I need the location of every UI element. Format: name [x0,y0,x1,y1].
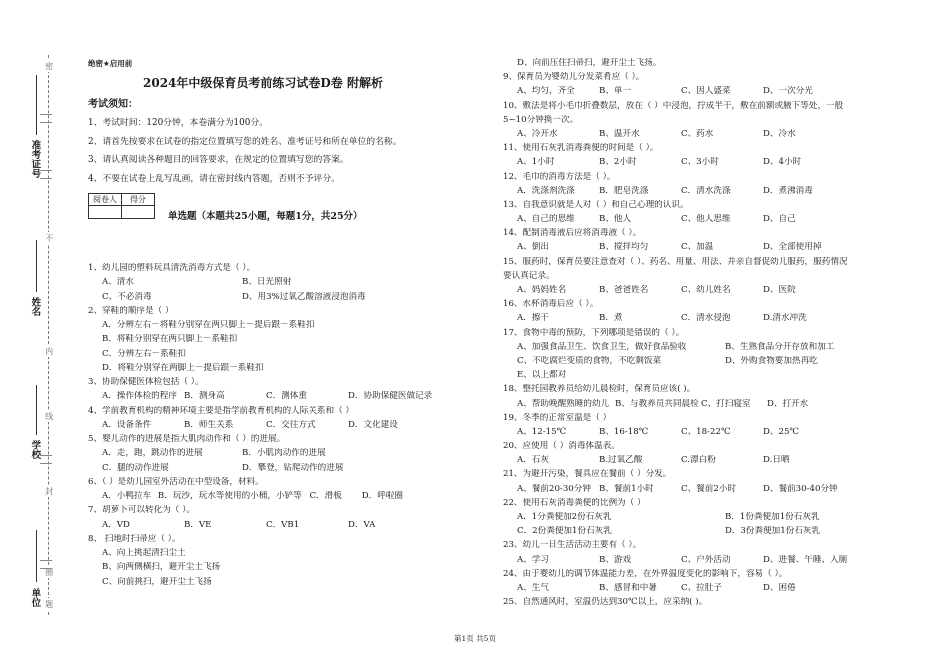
answer-option: D．将鞋分别穿在两脚上－提后跟－系鞋扣 [102,362,264,373]
answer-options-row [88,277,488,291]
answer-option: D、冷水 [763,128,796,139]
answer-option: C．滑板 [309,491,342,501]
answer-options-row [503,526,923,540]
answer-option: C、不必消毒 [102,291,152,302]
answer-option: D、打开水 [767,398,809,409]
question-stem: 19、冬季的正常室温是（ ） [503,412,612,423]
answer-option: A、1小时 [517,157,555,168]
question-stem: 10、敷法是将小毛巾折叠数层，放在（ ）中浸泡，拧成半干，敷在前额或腋下等处，一般 [503,100,844,111]
question-stem: 23、幼儿一日生活活动主要有（ ）。 [503,540,642,551]
exam-number-line [36,75,37,135]
answer-option: D.日晒 [763,455,790,466]
answer-option: A、学习 [517,554,549,565]
answer-option: B．煮 [599,313,623,324]
answer-option: A．石灰 [517,455,549,466]
answer-option: B、温开水 [599,128,640,139]
answer-options-row [88,463,488,477]
answer-option: B、日光照射 [242,277,292,288]
answer-options-row [88,420,488,434]
answer-option: B、生熟食品分开存放和加工 [724,341,835,352]
answer-option: C．腿的动作进展 [102,462,169,473]
seal-char-mi: 密 [44,62,54,70]
answer-option: D、向前压住扫帚扫，避开尘土飞扬。 [517,58,662,68]
question-stem: 13、自我意识就是人对（ ）和自己心理的认识。 [503,199,689,210]
answer-option: C、3小时 [681,157,719,168]
answer-option: A、均匀，齐全 [517,86,575,97]
question-stem: 17、食物中毒的预防，下列哪项是错误的（ ）。 [503,327,685,338]
answer-option: B．测身高 [184,391,225,402]
answer-options-row [503,186,923,200]
school-line [36,385,37,435]
answer-option: A．擦干 [517,313,549,324]
answer-option: C．测体重 [266,391,307,402]
question-stem: 21、为避开污染，餐具应在餐前（ ）分发。 [503,469,672,480]
question-stem: 20、应使用（ ）消毒体温表。 [503,441,620,452]
margin-label-exam-number: 准考证号 [29,140,41,178]
question-stem: 3、协助保健医体检包括（ ）。 [88,377,204,387]
answer-option: B、爸爸姓名 [599,285,649,295]
answer-option: C、加温 [681,242,714,253]
answer-options-row [503,214,923,228]
answer-option: D、全部使用掉 [763,242,822,253]
seal-char-bu: 不 [44,234,54,242]
answer-option: C．交往方式 [266,419,316,430]
answer-option: C．2份粪便加1份石灰乳 [517,526,612,537]
answer-option: D、进餐、午睡、入厕 [763,554,848,565]
answer-option: B．师生关系 [184,419,234,430]
question-stem: 15、服药时，保育员要注意查对（ ）、药名、用量、用法、并亲自督促幼儿服药，服药情况 [503,256,848,267]
answer-option: B．小肌肉动作的进展 [242,448,326,459]
page-footer: 第1页 共5页 [454,634,496,643]
binding-margin [0,0,70,671]
question-stem: 7、胡萝卜可以转化为（ ）。 [88,505,196,516]
answer-option: A．洗涤剂洗涤 [517,185,575,196]
answer-option: D、餐前30-40分钟 [763,483,838,494]
answer-option: A、12-15℃ [517,426,567,437]
score-table-grader-cell[interactable] [89,206,122,219]
page-title: 2024年中级保育员考前练习试卷D卷 附解析 [143,76,383,90]
seal-dashed-line [48,55,49,615]
answer-option: D．VA [348,519,376,530]
notice-heading: 考试须知： [88,99,138,110]
answer-option: B.过氧乙酸 [599,455,643,466]
answer-option: B、向两侧横扫，避开尘土飞扬 [102,562,221,573]
answer-option: B、游戏 [599,554,632,565]
answer-option: A．VD [102,519,130,530]
answer-option: A、冷开水 [517,128,558,139]
answer-options-row [503,583,923,597]
answer-option: A．操作体检的程序 [102,391,177,402]
question-stem: 22、使用石灰消毒粪便的比例为（ ） [503,497,646,508]
answer-option: D、25℃ [763,426,800,437]
answer-option: A、生气 [517,582,549,593]
seal-char-nei: 内 [44,347,54,355]
answer-option: B、与教养员共同晨检 [615,398,699,409]
question-stem: 8、 扫地时扫帚应（ ）。 [88,533,181,544]
answer-option: D、外购食物要加热再吃 [724,355,818,366]
answer-option: D．呼啦圈 [361,491,404,501]
answer-options-row [88,520,488,534]
question-stem-continued: 要认真记录。 [503,270,555,281]
answer-option: B、2小时 [599,157,637,168]
answer-option: C．清水侵泡 [681,313,731,324]
question-column-right [503,58,923,611]
score-table-grader-header: 阅卷人 [89,194,122,206]
notice-list [88,118,402,192]
answer-option: C、拉肚子 [681,582,722,593]
score-table-score-cell[interactable] [122,206,155,219]
answer-option: D、医院 [763,285,796,295]
answer-options-row [503,242,923,256]
margin-tick [40,170,52,179]
answer-option: C．分辨左右－系鞋扣 [102,348,186,359]
notice-item: 2、请首先按要求在试卷的指定位置填写您的姓名、准考证号和所在单位的名称。 [88,136,402,147]
answer-options-row [503,342,923,356]
question-stem: 2、穿鞋的顺序是（ ） [88,305,174,316]
answer-options-row [88,448,488,462]
answer-option: A、自己的思维 [517,214,575,225]
answer-options-row [503,86,923,100]
answer-option: C、向前挑扫，避开尘土飞扬 [102,576,212,587]
question-stem: 24、由于婴幼儿的调节体温能力差，在外界温度变化的影响下，容易（ ）。 [503,568,788,579]
answer-option: A．1分粪便加2份石灰乳 [517,512,612,522]
margin-tick [40,455,52,464]
unit-line [36,530,37,582]
answer-option: B、餐前1小时 [599,483,654,494]
question-stem: 1、幼儿园的塑料玩具清洗消毒方式是（ ）。 [88,263,256,273]
answer-option: B．1份粪便加1份石灰乳 [724,512,820,522]
answer-option: C、幼儿姓名 [681,285,731,295]
answer-options-row [503,313,923,327]
margin-label-unit: 单位 [29,588,41,607]
margin-label-school: 学校 [29,440,41,459]
name-line [36,240,37,292]
seal-char-ti: 题 [44,600,54,608]
answer-option: A、向上挑起清扫尘土 [102,548,186,558]
answer-option: C、18-22℃ [681,426,731,437]
answer-option: D．文化建设 [348,419,398,430]
answer-option: D、自己 [763,214,796,225]
answer-option: D、用3%过氧乙酸溶液浸泡消毒 [242,291,366,302]
answer-option: A．设备条件 [102,419,152,430]
question-stem: 5、婴儿动作的进展是指大肌肉动作和（ ）的进展。 [88,434,286,444]
answer-option: B、搅拌均匀 [599,242,649,253]
notice-item: 3、请认真阅读各种题目的回答要求，在规定的位置填写您的答案。 [88,155,349,165]
answer-option: C、他人思维 [681,214,731,225]
score-table-score-header: 得分 [122,194,155,206]
answer-option: A．走，跑，跳动作的进展 [102,448,203,459]
question-stem-continued: 5~10分钟换一次。 [503,114,579,125]
answer-options-row [503,484,923,498]
answer-options-row [503,512,923,526]
answer-option: D、4小时 [763,157,802,168]
answer-option: C、不吃腐烂变质的食物，不吃剩饭菜 [517,355,662,366]
seal-char-feng: 封 [44,487,54,495]
answer-option: B、单一 [599,86,632,97]
answer-option: D.清水冲洗 [763,313,807,324]
answer-option: D．煮沸消毒 [763,185,813,196]
seal-char-xian: 线 [44,412,54,420]
section-title: 单选题（本题共25小题，每题1分，共25分） [168,211,363,222]
answer-option: B．将鞋分别穿在两只脚上－系鞋扣 [102,334,238,345]
answer-options-row [503,157,923,171]
answer-option: D、困倦 [763,582,796,593]
answer-option: A、帮助晚醒熟睡的幼儿 [517,398,610,409]
answer-option: C、餐前2小时 [681,483,737,494]
question-stem: 18、整托园教养员给幼儿晨检时，保育员应该( )。 [503,384,696,395]
answer-option: C、打扫寝室 [701,398,751,409]
answer-options-row [503,129,923,143]
secret-label: 绝密★启用前 [88,59,133,68]
notice-item: 1、考试时间：120分钟，本卷满分为100分。 [88,118,268,128]
answer-option: C、药水 [681,128,714,139]
margin-label-name: 姓名 [29,297,41,316]
answer-option: B．玩沙，玩水等使用的小桶，小铲等 [157,491,302,501]
answer-option: A．小鸭拉车 [102,491,152,501]
score-table [88,193,155,219]
question-stem: 11、使用石灰乳消毒粪便的时间是（ ）。 [503,143,659,154]
answer-options-row [503,399,923,413]
answer-options-row [503,555,923,569]
answer-options-row [88,391,488,405]
answer-option: B、16-18℃ [599,426,649,437]
answer-option: E、以上都对 [517,370,567,381]
answer-option: D、一次分光 [763,86,813,97]
answer-option: B．肥皂洗涤 [599,185,649,196]
question-stem: 16、水杯消毒后应（ ）。 [503,299,599,310]
answer-option: D．攀登，钻爬动作的进展 [242,462,344,473]
question-stem: 4、学前教育机构的精神环境主要是指学前教育机构的人际关系和（ ） [88,405,355,416]
answer-option: C．清水洗涤 [681,185,731,196]
answer-option: A、餐前20-30分钟 [517,483,591,494]
answer-option: C.漂白粉 [681,455,716,466]
answer-option: C．VB1 [266,519,300,530]
answer-option: A、倒出 [517,242,549,253]
margin-tick [40,560,52,569]
margin-tick [40,114,52,123]
answer-options-row [503,356,923,370]
answer-option: A、妈妈姓名 [517,285,567,295]
answer-option: A、加强食品卫生、饮食卫生，做好食品验收 [517,341,687,352]
answer-option: D．3份粪便加1份石灰乳 [724,526,821,537]
notice-item: 4、不要在试卷上乱写乱画，请在密封线内答题，否则不予评分。 [88,173,340,184]
answer-option: C、因人盛菜 [681,86,731,97]
answer-options-row [503,285,923,299]
answer-options-row [88,292,488,306]
answer-option: B．VE [184,519,212,530]
answer-option: A．分辨左右－将鞋分别穿在两只脚上－提后跟－系鞋扣 [102,320,315,330]
answer-options-row [503,427,923,441]
seal-char-quan: 圈 [44,568,54,576]
question-stem: 6、（ ）是幼儿园室外活动在中型设备，材料。 [88,476,264,487]
question-stem: 25、自然通风时，室温仍达到30℃以上，应采纳( )。 [503,597,708,608]
question-stem: 14、配制消毒液后应将消毒液（ ）。 [503,228,642,239]
answer-option: C、户外活动 [681,554,731,565]
question-column-left [88,263,488,591]
answer-options-row [88,491,488,505]
answer-option: B、感冒和中暑 [599,582,657,593]
question-stem: 12、毛巾的消毒方法是（ ）。 [503,171,616,182]
answer-option: D．协助保健医做记录 [348,391,433,402]
answer-options-row [503,455,923,469]
answer-option: A、清水 [102,277,134,288]
answer-option: B、他人 [599,214,632,225]
question-stem: 9、保育员为婴幼儿分发菜肴应（ ）。 [503,72,645,83]
